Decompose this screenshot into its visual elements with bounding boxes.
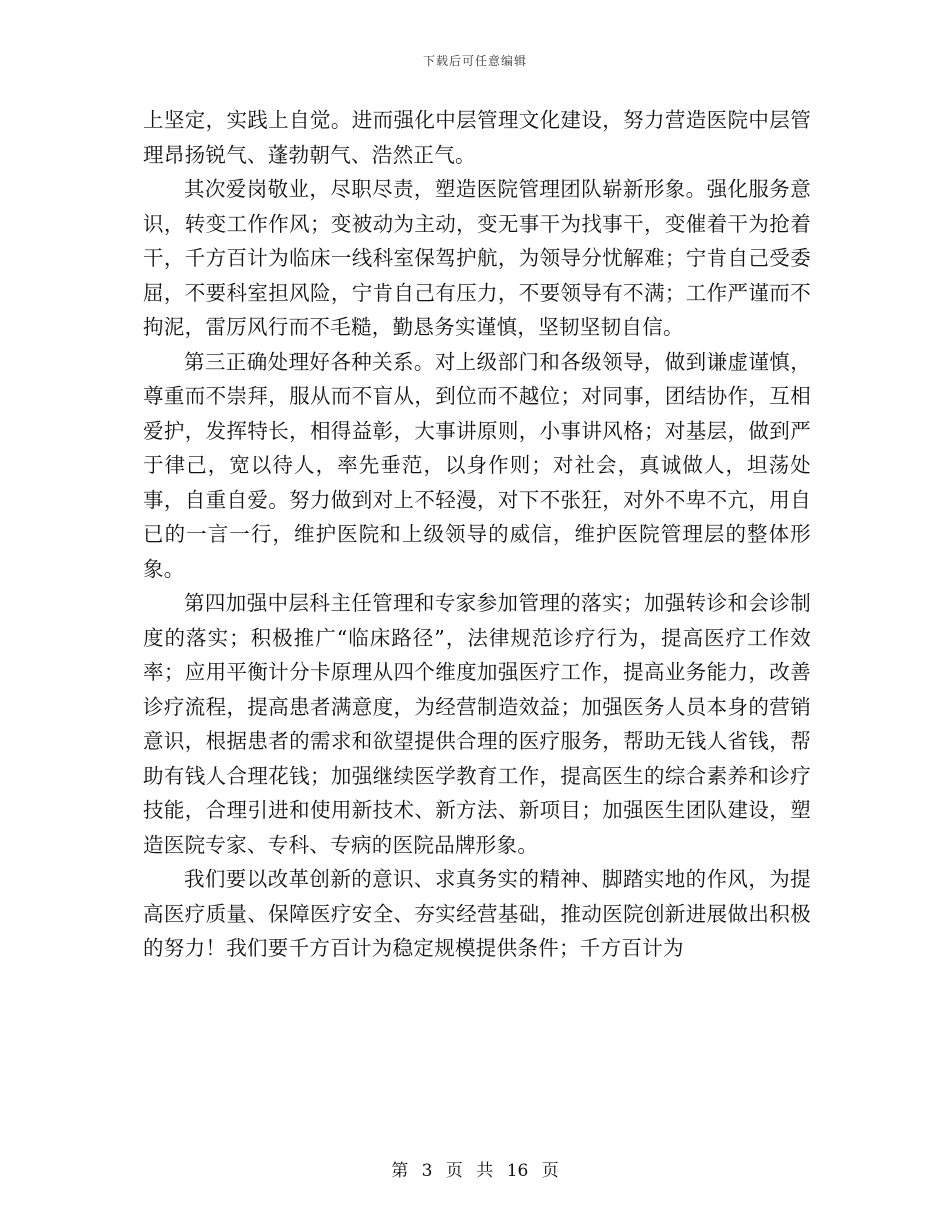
paragraph-2: 其次爱岗敬业，尽职尽责，塑造医院管理团队崭新形象。强化服务意识，转变工作作风；变被动为主动，变无事干为找事干，变催着干为抢着干，千方百计为临床一线科室保驾护航，为领导分忧解难；宁肯自己受委屈，不要科室担风险，宁肯自己有压力，不要领导有不满；工作严谨而不拘泥，雷厉风行而不毛糙，勤恳务实谨慎，坚韧坚韧自信。 [143,177,811,339]
footer-label-after: 页 [541,1161,559,1181]
paragraph-1: 上坚定，实践上自觉。进而强化中层管理文化建设，努力营造医院中层管理昂扬锐气、蓬勃朝气、浩然正气。 [143,108,811,167]
footer-total-pages: 16 [506,1161,529,1181]
paragraph-3: 第三正确处理好各种关系。对上级部门和各级领导，做到谦虚谨慎，尊重而不崇拜，服从而不盲从，到位而不越位；对同事，团结协作，互相爱护，发挥特长，相得益彰，大事讲原则，小事讲风格；对基层，做到严于律己，宽以待人，率先垂范，以身作则；对社会，真诚做人，坦荡处事，自重自爱。努力做到对上不轻漫，对下不张狂，对外不卑不亢，用自已的一言一行，维护医院和上级领导的威信，维护医院管理层的整体形象。 [143,349,811,581]
paragraph-5: 我们要以改革创新的意识、求真务实的精神、脚踏实地的作风，为提高医疗质量、保障医疗安全、夯实经营基础，推动医院创新进展做出积极的努力！我们要千方百计为稳定规模提供条件；千方百计为 [143,867,811,960]
footer-label-page: 页 [445,1161,463,1181]
document-body [143,103,811,966]
page-header-note: 下载后可任意编辑 [422,54,527,68]
footer-label-total: 共 [476,1161,494,1181]
footer-current-page: 3 [421,1161,433,1181]
paragraph-4: 第四加强中层科主任管理和专家参加管理的落实；加强转诊和会诊制度的落实；积极推广“临床路径”，法律规范诊疗行为，提高医疗工作效率；应用平衡计分卡原理从四个维度加强医疗工作，提高业务能力，改善诊疗流程，提高患者满意度，为经营制造效益；加强医务人员本身的营销意识，根据患者的需求和欲望提供合理的医疗服务，帮助无钱人省钱，帮助有钱人合理花钱；加强继续医学教育工作，提高医生的综合素养和诊疗技能，合理引进和使用新技术、新方法、新项目；加强医生团队建设，塑造医院专家、专科、专病的医院品牌形象。 [143,591,811,857]
page-number-footer [0,1156,950,1181]
footer-label-before: 第 [391,1161,409,1181]
